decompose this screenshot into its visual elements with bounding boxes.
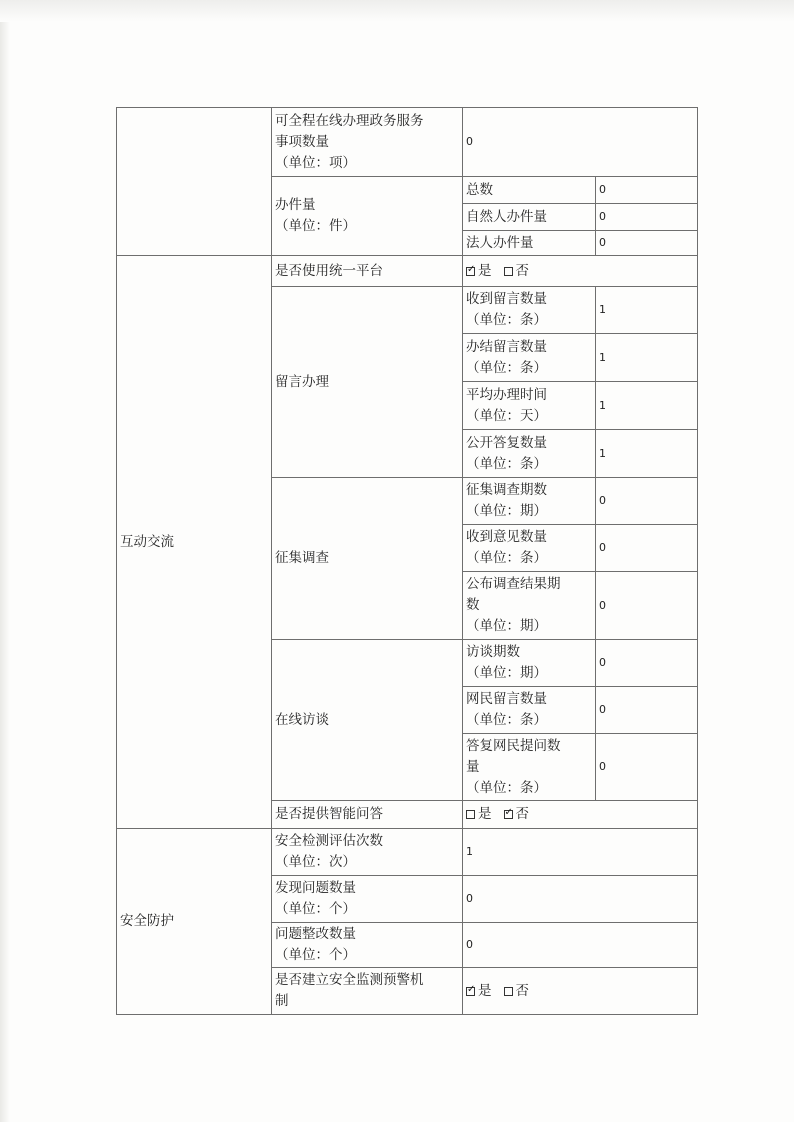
section-cell-continued <box>116 107 272 256</box>
row-label-message-handling: 留言办理 <box>271 286 463 478</box>
label-issues-fixed: 问题整改数量 （单位：个） <box>271 922 463 968</box>
label-security-assessments: 安全检测评估次数 （单位：次） <box>271 828 463 876</box>
value-netizen-answers: 0 <box>595 733 698 801</box>
value-interview-periods: 0 <box>595 639 698 687</box>
option-no-label: 否 <box>515 982 529 999</box>
value-netizen-messages: 0 <box>595 686 698 734</box>
unified-platform-yes-option[interactable] <box>466 261 492 282</box>
section-label-interaction: 互动交流 <box>116 255 272 829</box>
label-survey-results-published: 公布调查结果期 数 （单位：期） <box>462 571 596 640</box>
unchecked-box-icon <box>466 810 475 819</box>
value-case-total: 0 <box>595 176 698 204</box>
value-survey-results-published: 0 <box>595 571 698 640</box>
label-public-replies: 公开答复数量 （单位：条） <box>462 429 596 478</box>
row-label-unified-platform: 是否使用统一平台 <box>271 255 463 287</box>
label-legal-person-cases: 法人办件量 <box>462 230 596 256</box>
smart-qa-options <box>462 800 698 829</box>
label-warning-mechanism: 是否建立安全监测预警机 制 <box>271 967 463 1015</box>
label-natural-person-cases: 自然人办件量 <box>462 203 596 231</box>
value-opinions-received: 0 <box>595 524 698 572</box>
checked-box-icon <box>466 987 475 996</box>
value-average-handling-time: 1 <box>595 381 698 430</box>
row-label-survey: 征集调查 <box>271 477 463 640</box>
unified-platform-no-option[interactable] <box>504 261 530 282</box>
unified-platform-options <box>462 255 698 287</box>
value-online-services: 0 <box>462 107 698 177</box>
label-average-handling-time: 平均办理时间 （单位：天） <box>462 381 596 430</box>
label-case-total: 总数 <box>462 176 596 204</box>
row-label-case-volume: 办件量 （单位：件） <box>271 176 463 256</box>
value-natural-person-cases: 0 <box>595 203 698 231</box>
checked-box-icon <box>504 810 513 819</box>
scan-top-shadow <box>0 0 794 22</box>
value-survey-periods: 0 <box>595 477 698 525</box>
scan-edge-shadow <box>0 0 10 1122</box>
value-legal-person-cases: 0 <box>595 230 698 256</box>
value-security-assessments: 1 <box>462 828 698 876</box>
warning-mechanism-no-option[interactable] <box>504 981 530 1002</box>
warning-mechanism-options <box>462 967 698 1015</box>
value-issues-fixed: 0 <box>462 922 698 968</box>
section-label-security: 安全防护 <box>116 828 272 1015</box>
warning-mechanism-yes-option[interactable] <box>466 981 492 1002</box>
smart-qa-no-option[interactable] <box>504 804 530 825</box>
option-no-label: 否 <box>515 806 529 822</box>
value-messages-received: 1 <box>595 286 698 334</box>
option-yes-label: 是 <box>478 982 492 999</box>
option-yes-label: 是 <box>478 806 492 822</box>
smart-qa-yes-option[interactable] <box>466 804 492 825</box>
checked-box-icon <box>466 267 475 276</box>
row-label-online-interview: 在线访谈 <box>271 639 463 801</box>
unchecked-box-icon <box>504 267 513 276</box>
value-messages-completed: 1 <box>595 333 698 382</box>
option-yes-label: 是 <box>478 262 492 279</box>
label-messages-received: 收到留言数量 （单位：条） <box>462 286 596 334</box>
unchecked-box-icon <box>504 987 513 996</box>
row-label-online-services: 可全程在线办理政务服务 事项数量 （单位：项） <box>271 107 463 177</box>
label-interview-periods: 访谈期数 （单位：期） <box>462 639 596 687</box>
label-messages-completed: 办结留言数量 （单位：条） <box>462 333 596 382</box>
label-opinions-received: 收到意见数量 （单位：条） <box>462 524 596 572</box>
option-no-label: 否 <box>515 262 529 279</box>
label-netizen-messages: 网民留言数量 （单位：条） <box>462 686 596 734</box>
row-label-smart-qa: 是否提供智能问答 <box>271 800 463 829</box>
label-issues-found: 发现问题数量 （单位：个） <box>271 875 463 923</box>
value-public-replies: 1 <box>595 429 698 478</box>
value-issues-found: 0 <box>462 875 698 923</box>
label-survey-periods: 征集调查期数 （单位：期） <box>462 477 596 525</box>
label-netizen-answers: 答复网民提问数 量 （单位：条） <box>462 733 596 801</box>
